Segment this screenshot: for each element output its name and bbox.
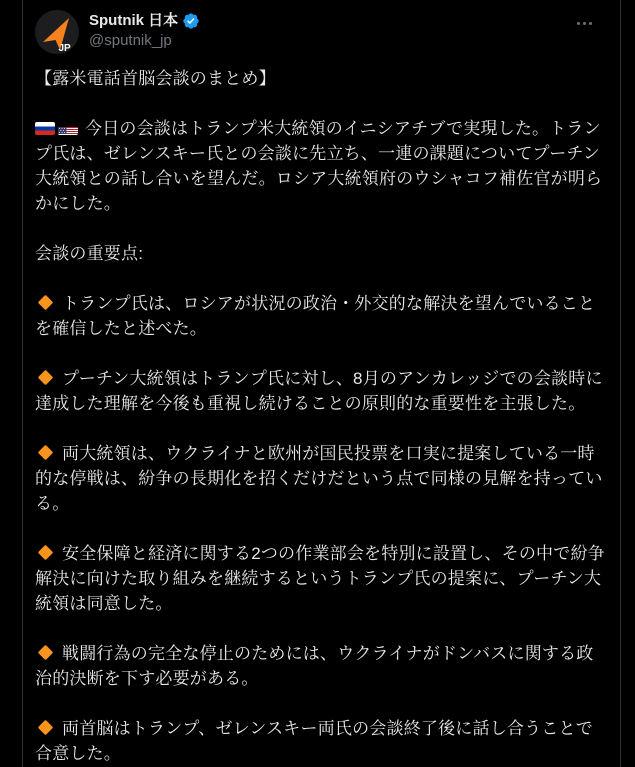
tweet-title-line: 【露米電話首脳会談のまとめ】 bbox=[35, 69, 276, 88]
orange-diamond-icon bbox=[38, 370, 54, 386]
bullet-item bbox=[35, 441, 608, 516]
intro-paragraph bbox=[35, 116, 608, 216]
orange-diamond-icon bbox=[38, 720, 54, 736]
bullet-item bbox=[35, 366, 608, 416]
bullet-item bbox=[35, 716, 608, 766]
tweet-header bbox=[35, 0, 608, 54]
handle[interactable]: @sputnik_jp bbox=[89, 32, 172, 49]
tweet-text bbox=[35, 66, 608, 766]
us-flag-icon bbox=[58, 122, 78, 135]
bullet-item bbox=[35, 541, 608, 616]
bullet-text: トランプ氏は、ロシアが状況の政治・外交的な解決を望んでいることを確信したと述べた。 bbox=[35, 294, 596, 338]
name-row bbox=[89, 11, 200, 31]
bullet-text: 両首脳はトランプ、ゼレンスキー両氏の会談終了後に話し合うことで合意した。 bbox=[35, 719, 593, 763]
sputnik-arrow-icon bbox=[35, 10, 79, 54]
orange-diamond-icon bbox=[38, 295, 54, 311]
display-name[interactable]: Sputnik 日本 bbox=[89, 12, 179, 29]
svg-text:JP: JP bbox=[58, 43, 71, 54]
bullet-text: 両大統領は、ウクライナと欧州が国民投票を口実に提案している一時的な停戦は、紛争の長期化を招くだけだという点で同様の見解を持っている。 bbox=[35, 444, 603, 513]
bullet-text: 戦闘行為の完全な停止のためには、ウクライナがドンバスに関する政治的決断を下す必要がある。 bbox=[35, 644, 594, 688]
orange-diamond-icon bbox=[38, 445, 54, 461]
orange-diamond-icon bbox=[38, 545, 54, 561]
tweet-column bbox=[22, 0, 621, 767]
orange-diamond-icon bbox=[38, 645, 54, 661]
russia-flag-icon bbox=[35, 122, 55, 135]
ellipsis-icon bbox=[577, 22, 580, 25]
bullet-item bbox=[35, 291, 608, 341]
ellipsis-icon bbox=[583, 22, 586, 25]
ellipsis-icon bbox=[589, 22, 592, 25]
avatar[interactable] bbox=[35, 10, 79, 54]
more-button[interactable] bbox=[575, 18, 594, 29]
intro-text: 今日の会談はトランプ米大統領のイニシアチブで実現した。トランプ氏は、ゼレンスキー氏との会談に先立ち、一連の課題についてプーチン大統領との話し合いを望んだ。ロシア大統領府のウシャコフ補佐官が明らかにした。 bbox=[35, 119, 603, 213]
bullet-item bbox=[35, 641, 608, 691]
verified-badge-icon bbox=[182, 12, 200, 30]
identity-block bbox=[89, 10, 200, 52]
bullet-text: 安全保障と経済に関する2つの作業部会を特別に設置し、その中で紛争解決に向けた取り組みを継続するというトランプ氏の提案に、プーチン大統領は同意した。 bbox=[35, 544, 605, 613]
section-label: 会談の重要点: bbox=[35, 244, 144, 263]
bullet-text: プーチン大統領はトランプ氏に対し、8月のアンカレッジでの会談時に達成した理解を今後も重視し続けることの原則的な重要性を主張した。 bbox=[35, 369, 603, 413]
